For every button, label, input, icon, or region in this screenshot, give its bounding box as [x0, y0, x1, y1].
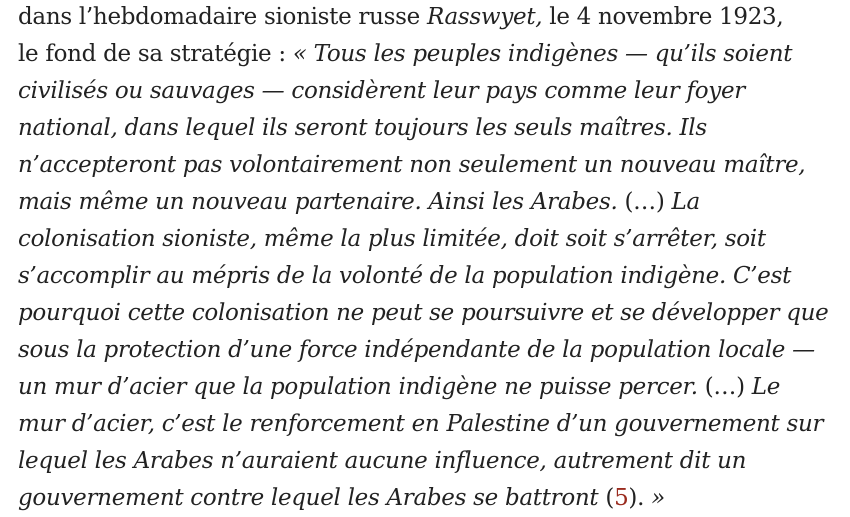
quote-line-5	[18, 147, 848, 184]
newspaper-title: Rasswyet,	[426, 4, 543, 30]
quote-run: n’accepteront pas volontairement non seulement un nouveau maître,	[18, 152, 806, 178]
quote-line-8	[18, 258, 848, 295]
quote-close: »	[644, 485, 665, 511]
quote-run: gouvernement contre lequel les Arabes se battront	[18, 485, 606, 511]
quote-line-9	[18, 295, 848, 332]
footnote-paren-close: ).	[628, 485, 645, 511]
quote-line-7	[18, 221, 848, 258]
quote-line-6	[18, 184, 848, 221]
quote-run: Le	[744, 374, 781, 400]
quote-run: sous la protection d’une force indépendante de la population locale —	[18, 337, 815, 363]
quote-run: un mur d’acier que la population indigène ne puisse percer.	[18, 374, 705, 400]
text-run: dans l’hebdomadaire sioniste russe	[18, 4, 427, 30]
text-line-2	[18, 36, 848, 73]
quote-run: mur d’acier, c’est le renforcement en Palestine d’un gouvernement sur	[18, 411, 824, 437]
ellipsis-omission: (…)	[624, 189, 665, 215]
quote-run: mais même un nouveau partenaire. Ainsi les Arabes.	[18, 189, 625, 215]
quote-line-12	[18, 406, 848, 443]
footnote-paren-open: (	[605, 485, 615, 511]
quote-line-14	[18, 480, 848, 517]
quote-line-10	[18, 332, 848, 369]
quote-run: national, dans lequel ils seront toujours les seuls maîtres. Ils	[18, 115, 707, 141]
article-body	[18, 0, 848, 517]
footnote-link-5[interactable]: 5	[614, 485, 629, 511]
quote-line-13	[18, 443, 848, 480]
quote-line-3	[18, 73, 848, 110]
quote-run: civilisés ou sauvages — considèrent leur pays comme leur foyer	[18, 78, 745, 104]
text-run: le fond de sa stratégie :	[18, 41, 293, 67]
quote-run: s’accomplir au mépris de la volonté de la population indigène. C’est	[18, 263, 792, 289]
text-run: le 4 novembre 1923,	[542, 4, 784, 30]
quote-run: pourquoi cette colonisation ne peut se poursuivre et se développer que	[18, 300, 829, 326]
quote-run: lequel les Arabes n’auraient aucune influence, autrement dit un	[18, 448, 747, 474]
quote-run: « Tous les peuples indigènes — qu’ils soient	[292, 41, 793, 67]
quote-line-4	[18, 110, 848, 147]
quote-run: La	[664, 189, 700, 215]
text-line-1	[18, 0, 848, 36]
quote-run: colonisation sioniste, même la plus limitée, doit soit s’arrêter, soit	[18, 226, 766, 252]
quote-line-11	[18, 369, 848, 406]
ellipsis-omission: (…)	[704, 374, 745, 400]
